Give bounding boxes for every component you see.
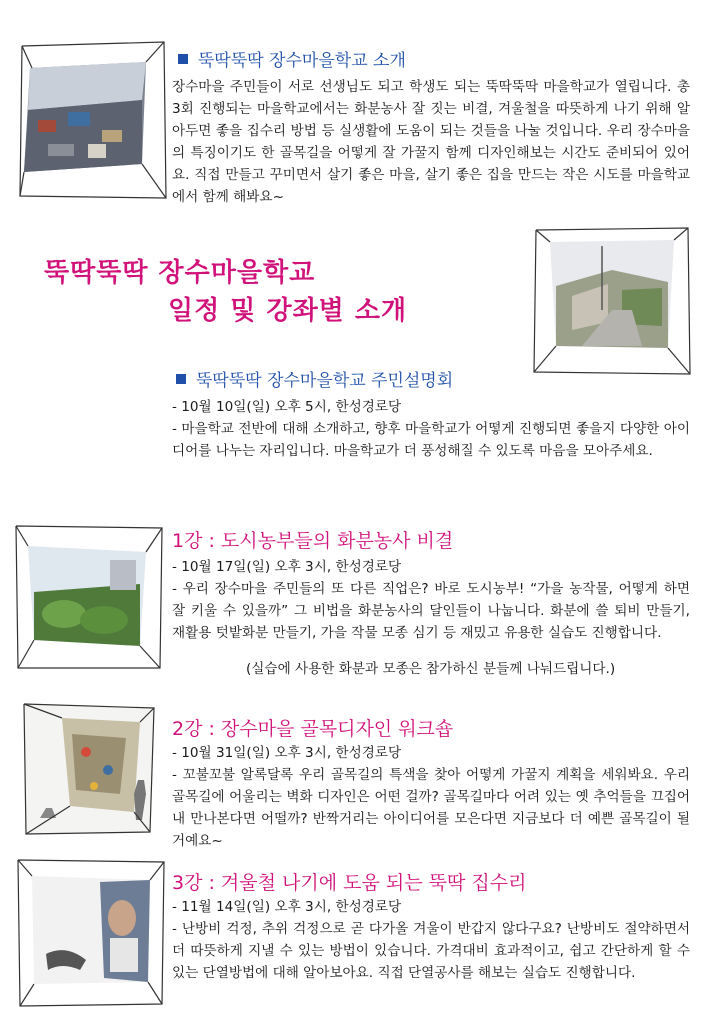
square-bullet-icon <box>176 374 186 384</box>
lecture-1-date: - 10월 17일(일) 오후 3시, 한성경로당 <box>172 559 402 575</box>
lecture-2-body: - 꼬불꼬불 알록달록 우리 골목길의 특색을 찾아 어떻게 가꿀지 계획을 세워봐요. 우리 골목길에 어울리는 벽화 디자인은 어떤 걸까? 골목길마다 어려 있는 옛 추억들을 끄집어내 만나본다면 어떨까? 반짝거리는 아이디어를 모은다면 지금보다 더 예쁜 골목길이 될 거예요~ <box>172 767 690 849</box>
lecture-3-body: - 난방비 걱정, 추위 걱정으로 곧 다가올 겨울이 반갑지 않다구요? 난방비도 절약하면서 더 따뜻하게 지낼 수 있는 방법이 있습니다. 가격대비 효과적이고, 쉽고 간단하게 할 수 있는 단열방법에 대해 알아보아요. 직접 단열공사를 해보는 실습도 진행합니다. <box>172 921 690 981</box>
lecture-2-date: - 10월 31일(일) 오후 3시, 한성경로당 <box>172 745 402 761</box>
intro-title <box>178 46 406 71</box>
intro-body: 장수마을 주민들이 서로 선생님도 되고 학생도 되는 뚝딱뚝딱 마을학교가 열립니다. 총 3회 진행되는 마을학교에서는 화분농사 잘 짓는 비결, 겨울철을 따뜻하게 나기 위해 알아두면 좋을 집수리 방법 등 실생활에 도움이 되는 것들을 나눌 것입니다. 우리 장수마을의 특징이기도 한 골목길을 어떻게 잘 가꿀지 함께 디자인해보는 시간도 준비되어 있어요. 직접 만들고 꾸미면서 살기 좋은 마을, 살기 좋은 집을 만드는 작은 시도를 마을학교에서 함께 해봐요~ <box>172 79 690 205</box>
lecture-1-body: - 우리 장수마을 주민들의 또 다른 직업은? 바로 도시농부! “가을 농작물, 어떻게 하면 잘 키울 수 있을까” 그 비법을 화분농사의 달인들이 나눕니다. 화분에 쓸 퇴비 만들기, 재활용 텃밭화분 만들기, 가을 작물 모종 심기 등 재밌고 유용한 실습도 진행합니다. <box>172 581 690 641</box>
square-bullet-icon <box>178 54 188 64</box>
lecture-3-date: - 11월 14일(일) 오후 3시, 한성경로당 <box>172 899 402 915</box>
briefing-title <box>176 366 453 391</box>
intro-title-text: 뚝딱뚝딱 장수마을학교 소개 <box>198 51 406 71</box>
lecture-3-title: 3강 : 겨울철 나기에 도움 되는 뚝딱 집수리 <box>172 872 527 894</box>
lecture-2-title: 2강 : 장수마을 골목디자인 워크숍 <box>172 718 454 740</box>
lecture-1-title: 1강 : 도시농부들의 화분농사 비결 <box>172 530 454 552</box>
village-rooftops-photo <box>18 40 168 200</box>
briefing-date: - 10월 10일(일) 오후 5시, 한성경로당 <box>172 399 402 415</box>
briefing-title-text: 뚝딱뚝딱 장수마을학교 주민설명회 <box>196 371 454 391</box>
lecture-1-note: (실습에 사용한 화분과 모종은 참가하신 분들께 나눠드립니다.) <box>246 661 616 677</box>
schedule-heading-line1: 뚝딱뚝딱 장수마을학교 <box>44 258 316 288</box>
village-street-photo <box>532 226 692 376</box>
rooftop-garden-photo <box>14 522 164 672</box>
house-repair-photo <box>16 858 166 1008</box>
alley-map-photo <box>14 694 164 844</box>
briefing-body: - 마을학교 전반에 대해 소개하고, 향후 마을학교가 어떻게 진행되면 좋을지 다양한 아이디어를 나누는 자리입니다. 마을학교가 더 풍성해질 수 있도록 마음을 모아주세요. <box>172 421 690 459</box>
schedule-heading-line2: 일정 및 강좌별 소개 <box>168 296 408 326</box>
